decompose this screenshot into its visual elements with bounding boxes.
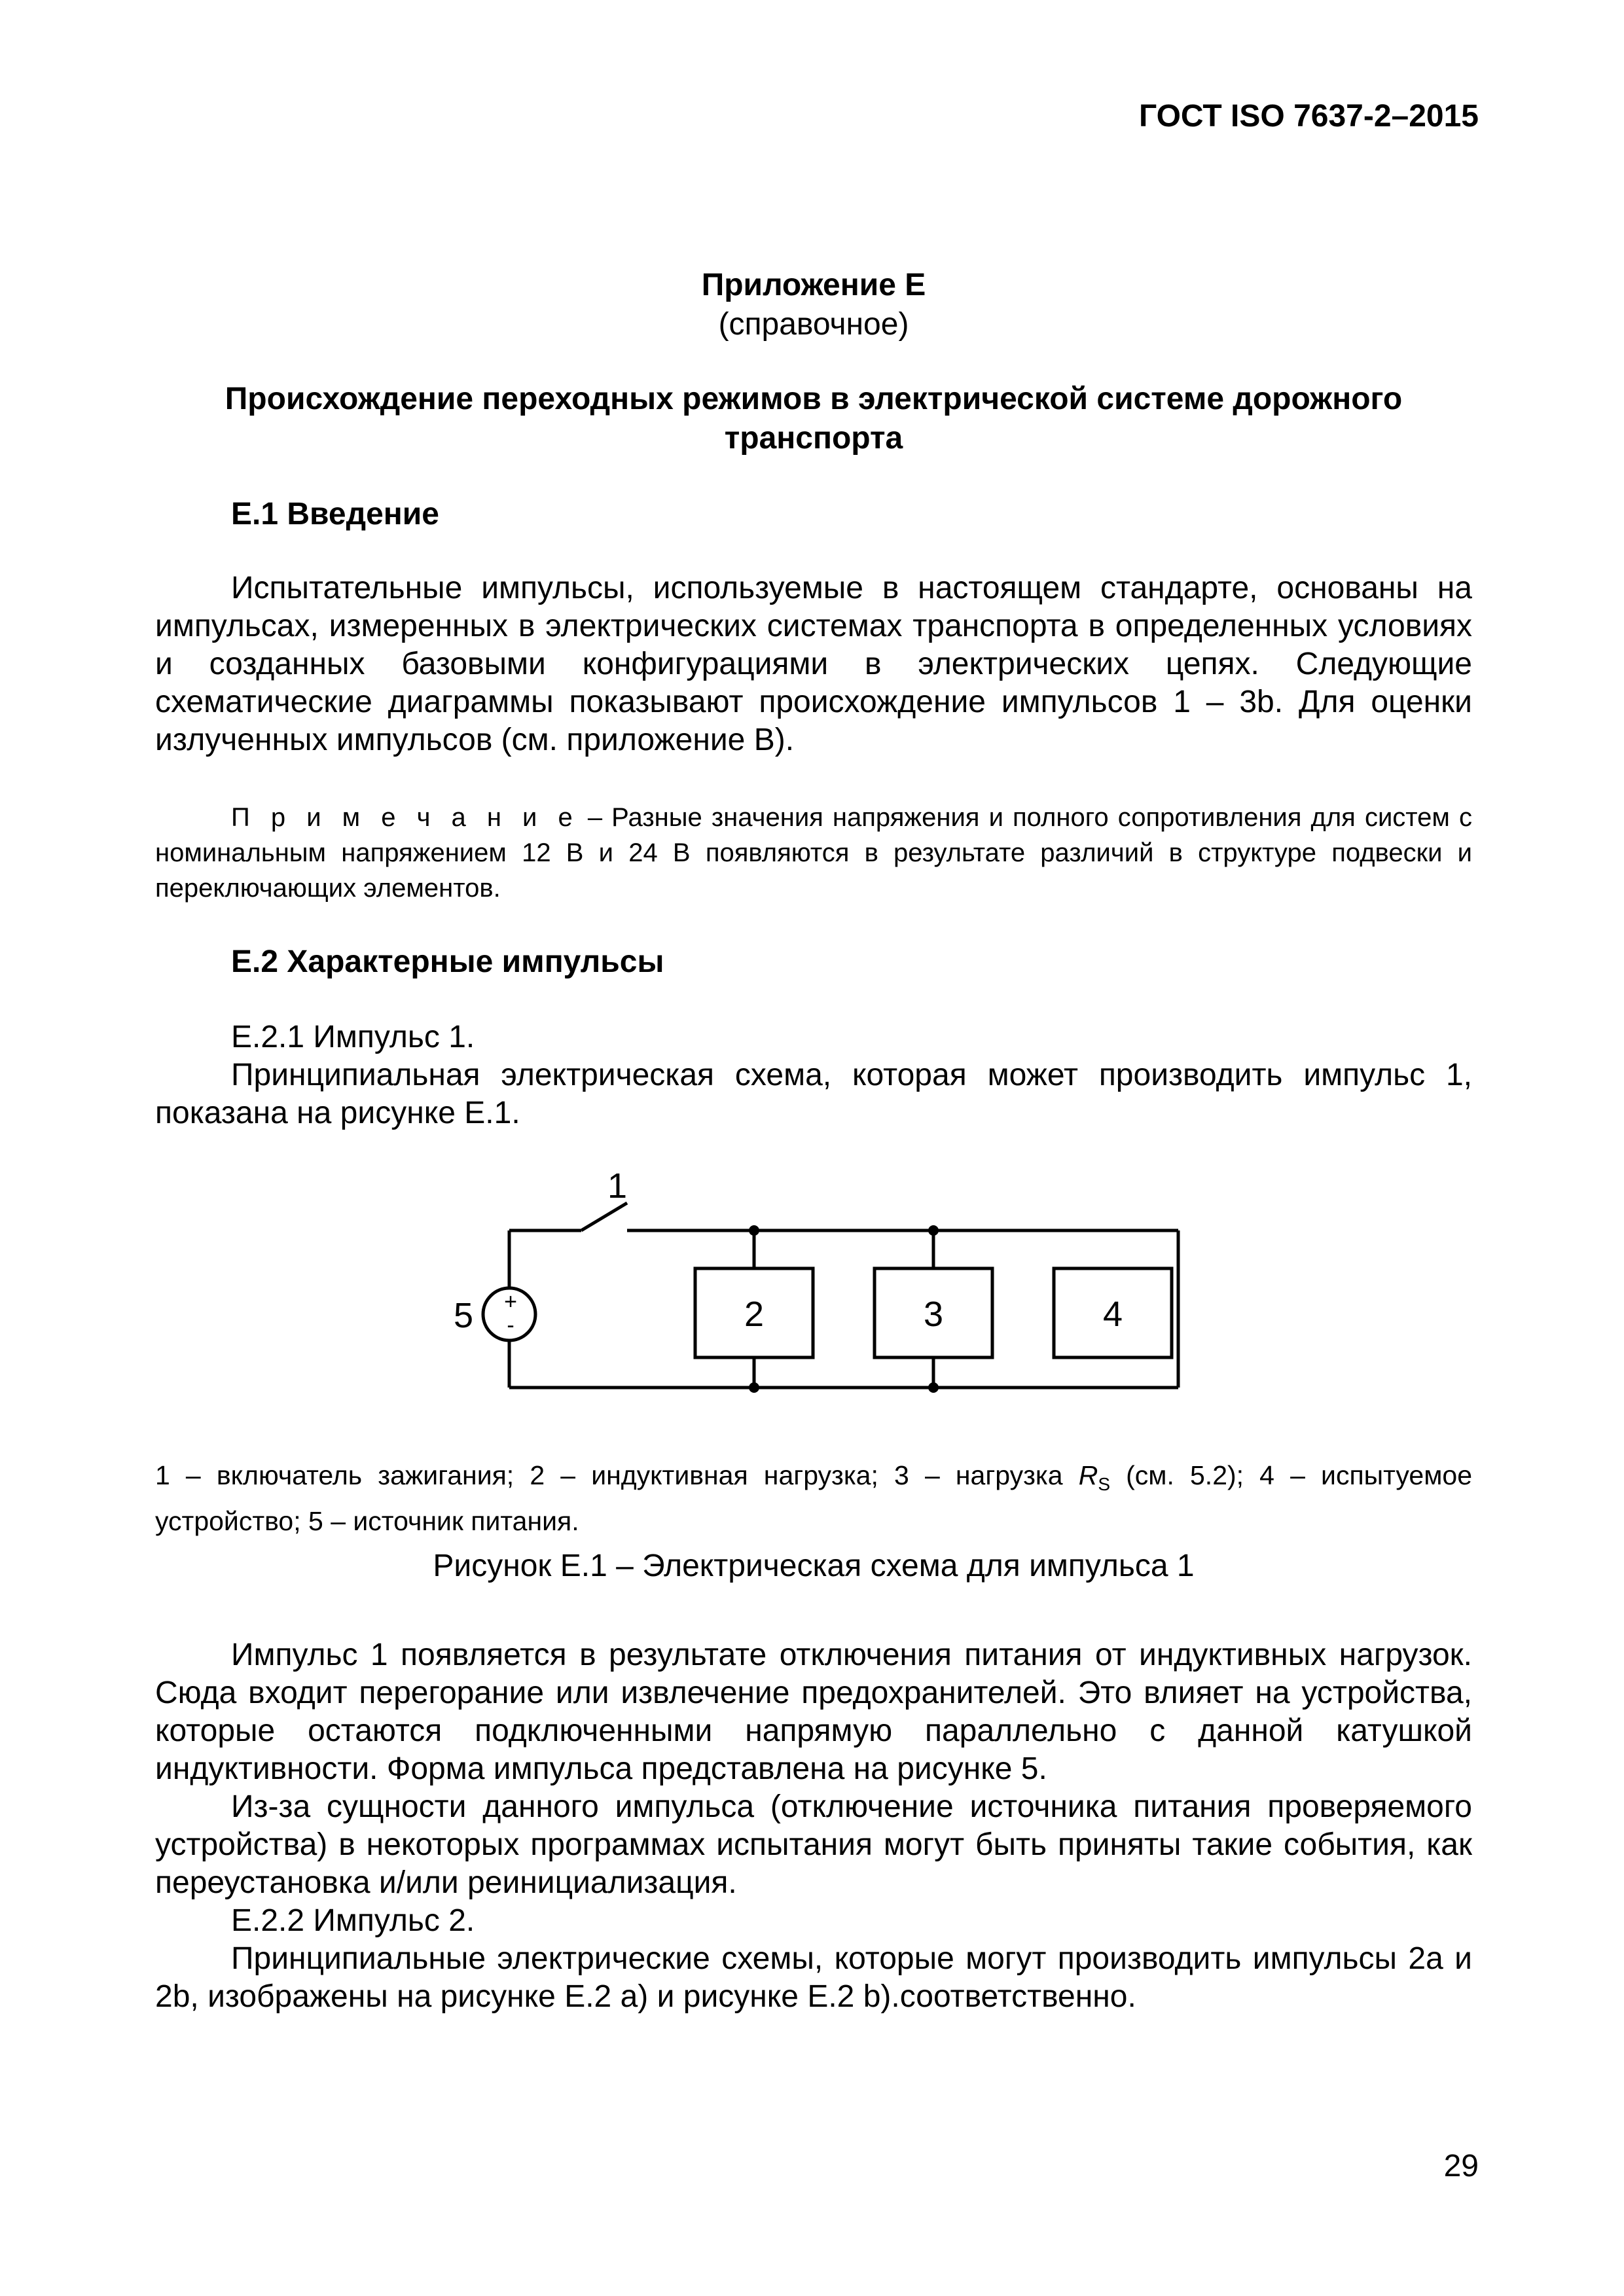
label-load-3: 3 bbox=[923, 1295, 944, 1334]
paragraph-pulse1-desc: Импульс 1 появляется в результате отключения питания от индуктивных нагрузок. Сюда входит перегорание или извлечение предохранителей. Это влияет на устройства, которые остаются подключенными напрямую параллельно с данной катушкой индуктивности. Форма импульса представлена на рисунке 5. bbox=[155, 1638, 1472, 1786]
junction-dot bbox=[749, 1225, 759, 1236]
appendix-status: (справочное) bbox=[718, 307, 909, 342]
label-load-2: 2 bbox=[744, 1295, 765, 1334]
paragraph-text: Принципиальная электрическая схема, которая может производить импульс 1, показана на рисунке E.1. bbox=[155, 1058, 1472, 1130]
paragraph-introduction bbox=[155, 569, 1472, 759]
ignition-switch bbox=[581, 1203, 627, 1230]
rs-symbol: R bbox=[1078, 1460, 1098, 1490]
subsection-title-e22: E.2.2 Импульс 2. bbox=[231, 1903, 475, 1938]
appendix-main-title: Происхождение переходных режимов в электрической системе дорожного транспорта bbox=[225, 382, 1403, 456]
subsection-title-e21: E.2.1 Импульс 1. bbox=[231, 1020, 475, 1054]
paragraph-pulse1-note: Из-за сущности данного импульса (отключение источника питания проверяемого устройства) в некоторых программах испытания могут быть приняты такие события, как переустановка и/или реинициализация. bbox=[155, 1789, 1472, 1900]
plus-sign: + bbox=[504, 1289, 517, 1314]
section-heading-e2: E.2 Характерные импульсы bbox=[231, 944, 664, 979]
paragraph-text: Испытательные импульсы, используемые в настоящем стандарте, основаны на импульсах, измеренных в электрических системах транспорта в определенных условиях и созданных базовыми конфигурациями в электрических цепях. Следующие схематические диаграммы показывают происхождение импульсов 1 – 3b. Для оценки излученных импульсов (см. приложение B). bbox=[155, 571, 1472, 757]
section-heading-e1: E.1 Введение bbox=[231, 497, 439, 531]
rs-subscript: S bbox=[1098, 1474, 1110, 1495]
note-label: П р и м е ч а н и е bbox=[231, 803, 579, 832]
legend-text: 1 – включатель зажигания; 2 – индуктивная нагрузка; 3 – нагрузка bbox=[155, 1460, 1079, 1490]
junction-dot bbox=[749, 1382, 759, 1393]
standard-number: ГОСТ ISO 7637-2–2015 bbox=[1139, 99, 1479, 134]
paragraph-pulse2-intro: Принципиальные электрические схемы, которые могут производить импульсы 2a и 2b, изображены на рисунке E.2 a) и рисунке E.2 b).соответственно. bbox=[155, 1941, 1472, 2014]
note-block bbox=[155, 800, 1472, 906]
body-text bbox=[155, 1636, 1472, 2016]
junction-dot bbox=[928, 1225, 939, 1236]
legend-text: (см. 5.2); 4 – испытуемое устройство; 5 – источник питания. bbox=[155, 1460, 1472, 1537]
note-text: – Разные значения напряжения и полного сопротивления для систем с номинальным напряжением 12 В и 24 В появляются в результате различий в структуре подвески и переключающих элементов. bbox=[155, 803, 1472, 903]
junction-dot bbox=[928, 1382, 939, 1393]
minus-sign: - bbox=[507, 1313, 514, 1338]
circuit-diagram bbox=[419, 1152, 1204, 1414]
paragraph-pulse1-intro bbox=[155, 1018, 1472, 1132]
figure-legend bbox=[155, 1457, 1472, 1539]
page-number: 29 bbox=[1443, 2149, 1479, 2183]
figure-caption: Рисунок E.1 – Электрическая схема для импульса 1 bbox=[433, 1549, 1195, 1583]
label-load-4: 4 bbox=[1102, 1295, 1123, 1334]
label-source: 5 bbox=[453, 1296, 474, 1335]
label-switch: 1 bbox=[607, 1166, 628, 1206]
appendix-title: Приложение E bbox=[701, 268, 926, 302]
